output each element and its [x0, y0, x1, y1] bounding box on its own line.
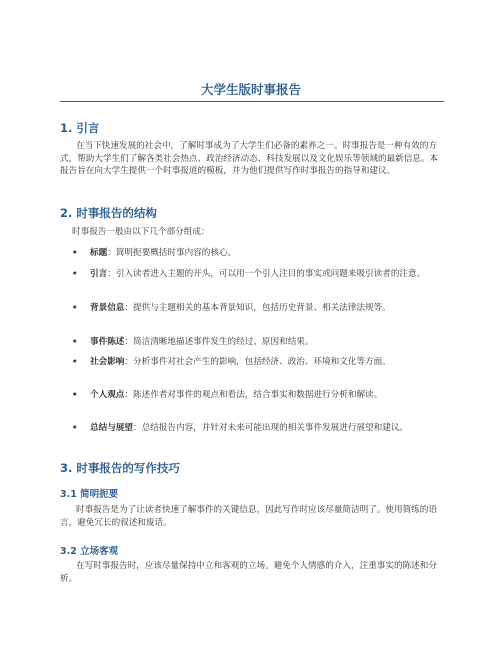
subsection-heading-objective: 3.2 立场客观: [60, 546, 119, 557]
list-item: [72, 336, 438, 349]
list-item-term: 总结与展望: [90, 423, 133, 433]
list-item-separator: ：: [124, 303, 133, 313]
list-item: [72, 247, 438, 260]
bullet-icon: •: [72, 390, 78, 400]
list-item-separator: ：: [124, 357, 133, 367]
document-title: 大学生版时事报告: [200, 82, 301, 97]
list-item-term: 标题: [90, 248, 108, 258]
intro-paragraph: 在当下快速发展的社会中，了解时事成为了大学生们必备的素养之一。时事报告是一种有效的方式，帮助大学生们了解各类社会热点、政治经济动态、科技发展以及文化娱乐等领域的最新信息。本报告旨在向大学生提供一个时事报道的模板，并为他们提供写作时事报告的指导和建议。: [60, 141, 439, 177]
bullet-icon: •: [72, 269, 78, 279]
list-item-text: 总结报告内容，并针对未来可能出现的相关事件发展进行展望和建议。: [141, 423, 409, 433]
list-item-separator: ：: [124, 337, 133, 347]
list-item: [72, 389, 438, 402]
list-item-separator: ：: [107, 269, 116, 279]
bullet-icon: •: [72, 423, 78, 433]
section-heading-structure: 2. 时事报告的结构: [60, 206, 157, 220]
section-heading-intro: 1. 引言: [60, 121, 100, 135]
bullet-icon: •: [72, 357, 78, 367]
bullet-icon: •: [72, 303, 78, 313]
objective-paragraph: 在写时事报告时，应该尽量保持中立和客观的立场。避免个人情感的介入，注重事实的陈述和分析。: [60, 561, 437, 584]
list-item: [72, 268, 438, 281]
subsection-heading-concise: 3.1 简明扼要: [60, 489, 119, 500]
list-item-text: 分析事件对社会产生的影响，包括经济、政治、环境和文化等方面。: [133, 357, 391, 367]
list-item-text: 引入读者进入主题的开头，可以用一个引人注目的事实或问题来吸引读者的注意。: [115, 269, 426, 279]
list-item-term: 事件陈述: [90, 337, 125, 347]
list-item-term: 社会影响: [90, 357, 125, 367]
list-item-text: 提供与主题相关的基本背景知识，包括历史背景、相关法律法规等。: [133, 303, 391, 313]
list-item-term: 引言: [90, 269, 108, 279]
list-item: [72, 356, 438, 369]
bullet-icon: •: [72, 248, 78, 258]
list-item-separator: ：: [107, 248, 116, 258]
list-item-term: 背景信息: [90, 303, 125, 313]
list-item: [72, 302, 438, 315]
list-item-separator: ：: [124, 390, 133, 400]
structure-lead-text: 时事报告一般由以下几个部分组成：: [72, 227, 210, 237]
section-heading-tips: 3. 时事报告的写作技巧: [60, 461, 180, 475]
bullet-icon: •: [72, 337, 78, 347]
list-item-text: 简洁清晰地描述事件发生的经过、原因和结果。: [133, 337, 314, 347]
list-item-separator: ：: [132, 423, 142, 433]
list-item-text: 陈述作者对事件的观点和看法，结合事实和数据进行分析和解读。: [133, 390, 383, 400]
concise-paragraph: 时事报告是为了让读者快速了解事件的关键信息，因此写作时应该尽量简洁明了。使用简练的语言，避免冗长的叙述和废话。: [60, 505, 437, 528]
title-divider: [60, 101, 444, 102]
list-item: [72, 422, 438, 435]
list-item-term: 个人观点: [90, 390, 125, 400]
list-item-text: 简明扼要概括时事内容的核心。: [115, 248, 237, 258]
